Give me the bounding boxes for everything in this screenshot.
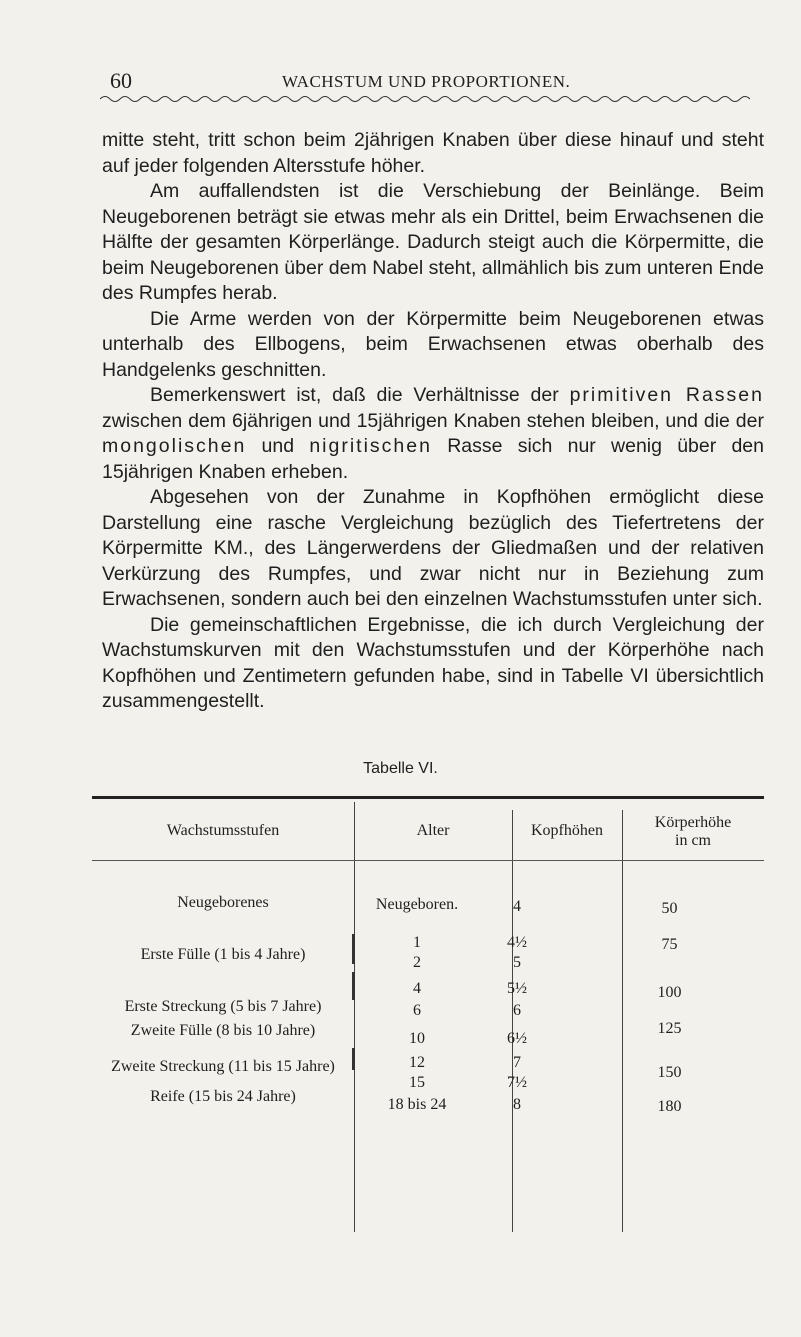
text-run: zwischen dem 6jährigen und 15jährigen Knaben stehen bleiben, und die der xyxy=(102,409,764,432)
kopfhoehen-cell: 5 xyxy=(513,954,521,971)
table-top-rule xyxy=(92,796,764,799)
kopfhoehen-cell: 4 xyxy=(513,898,521,915)
paragraph-3: Die Arme werden von der Körpermitte beim Neugeborenen etwas unterhalb des Ellbogens, beim Erwachsenen etwas oberhalb des Handgelenks geschnitten. xyxy=(102,307,764,381)
koerperhoehe-cell: 180 xyxy=(657,1098,682,1115)
page-header xyxy=(100,68,760,108)
kopfhoehen-cell: 6 xyxy=(513,1002,521,1019)
column-divider xyxy=(354,802,355,1232)
text-run: und xyxy=(246,435,310,457)
koerperhoehe-cell: 150 xyxy=(657,1064,682,1081)
text-run: Bemerkenswert ist, daß die Verhältnisse der xyxy=(150,384,570,406)
page-number: 60 xyxy=(110,68,132,93)
kopfhoehen-cell: 6½ xyxy=(507,1030,527,1047)
spaced-term-primitive-races: primitiven Rassen xyxy=(569,384,764,406)
paragraph-6: Die gemeinschaftlichen Ergebnisse, die ich durch Vergleichung der Wachstumskurven mit den Wachstumsstufen und der Körperhöhe nach Kopfhöhen und Zentimetern gefunden habe, sind in Tabelle VI übersichtlich zusammengestellt. xyxy=(102,613,764,712)
grouping-bracket xyxy=(352,934,355,964)
grouping-bracket xyxy=(352,1048,355,1070)
alter-cell: Neugeboren. xyxy=(375,896,459,913)
stage-cell: Erste Streckung (5 bis 7 Jahre) xyxy=(124,998,322,1015)
stage-cell: Zweite Fülle (8 bis 10 Jahre) xyxy=(130,1022,316,1039)
alter-cell: 18 bis 24 xyxy=(387,1096,447,1113)
kopfhoehen-cell: 8 xyxy=(513,1096,521,1113)
spaced-term-nigritic: nigritischen xyxy=(309,435,432,457)
header-wachstumsstufen: Wachstumsstufen xyxy=(166,822,280,839)
alter-cell: 15 xyxy=(409,1074,425,1091)
header-rule xyxy=(92,860,764,861)
grouping-bracket xyxy=(352,972,355,1000)
paragraph-2: Am auffallendsten ist die Verschiebung der Beinlänge. Beim Neugeborenen beträgt sie etwas mehr als ein Drittel, beim Erwachsenen die Hälfte der gesamten Körperlänge. Dadurch steigt auch die Körpermitte, die beim Neugeborenen über dem Nabel steht, allmählich bis zum unteren Ende des Rumpfes herab. xyxy=(102,180,764,304)
alter-cell: 4 xyxy=(413,980,421,997)
koerperhoehe-cell: 50 xyxy=(661,900,678,917)
alter-cell: 2 xyxy=(413,954,421,971)
header-koerperhoehe-unit: in cm xyxy=(675,832,711,849)
kopfhoehen-cell: 7 xyxy=(513,1054,521,1071)
header-alter: Alter xyxy=(416,822,450,839)
koerperhoehe-cell: 75 xyxy=(661,936,678,953)
koerperhoehe-cell: 125 xyxy=(657,1020,682,1037)
table-vi xyxy=(92,802,764,1232)
header-koerperhoehe: Körperhöhe xyxy=(654,814,732,831)
alter-cell: 10 xyxy=(409,1030,425,1047)
spaced-term-mongolian: mongolischen xyxy=(102,435,247,457)
alter-cell: 12 xyxy=(409,1054,425,1071)
kopfhoehen-cell: 5½ xyxy=(507,980,527,997)
alter-cell: 1 xyxy=(413,934,421,951)
header-kopfhoehen: Kopfhöhen xyxy=(531,822,603,839)
stage-cell: Neugeborenes xyxy=(177,894,269,911)
paragraph-1: mitte steht, tritt schon beim 2jährigen Knaben über diese hinauf und steht auf jeder folgenden Altersstufe höher. xyxy=(102,129,764,177)
text-run: Rasse sich nur wenig über den 15jährigen Knaben erheben. xyxy=(102,435,764,483)
stage-cell: Erste Fülle (1 bis 4 Jahre) xyxy=(140,946,306,963)
koerperhoehe-cell: 100 xyxy=(657,984,682,1001)
paragraph-5: Abgesehen von der Zunahme in Kopfhöhen ermöglicht diese Darstellung eine rasche Vergleichung bezüglich des Tiefertretens der Körpermitte KM., des Längerwerdens der Gliedmaßen und der relativen Verkürzung des Rumpfes, und zwar nicht nur in Beziehung zum Erwachsenen, sondern auch bei den einzelnen Wachstumsstufen unter sich. xyxy=(102,486,764,610)
wavy-header-rule xyxy=(100,94,750,104)
stage-cell: Reife (15 bis 24 Jahre) xyxy=(150,1088,296,1105)
table-caption: Tabelle VI. xyxy=(363,760,438,777)
stage-cell: Zweite Streckung (11 bis 15 Jahre) xyxy=(111,1058,335,1075)
kopfhoehen-cell: 4½ xyxy=(507,934,527,951)
running-title: WACHSTUM UND PROPORTIONEN. xyxy=(282,72,571,91)
kopfhoehen-cell: 7½ xyxy=(507,1074,527,1091)
paragraph-4 xyxy=(102,383,764,485)
column-divider xyxy=(512,810,513,1232)
body-text xyxy=(102,128,764,715)
alter-cell: 6 xyxy=(413,1002,421,1019)
